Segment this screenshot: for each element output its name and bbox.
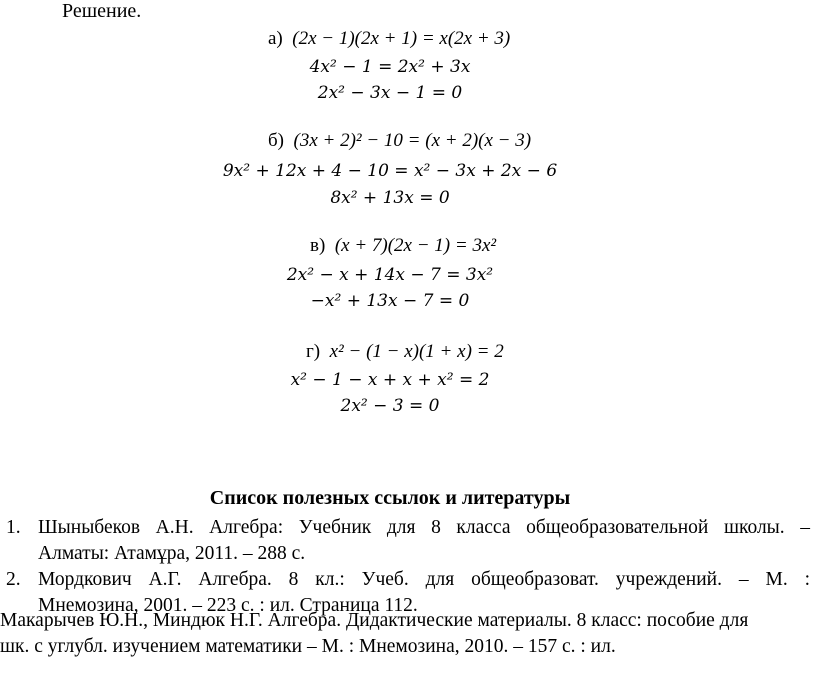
solution-step: 8x² + 13x = 0 (330, 188, 450, 208)
reference-line: Мнемозина, 2001. – 223 с. : ил. Страница 112. (38, 595, 418, 616)
equation-text: (3x + 2)² − 10 = (x + 2)(x − 3) (293, 130, 532, 151)
problem-label: а) (268, 28, 283, 49)
problem-label: г) (306, 341, 321, 362)
solution-step: x² − 1 − x + x + x² = 2 (290, 370, 490, 390)
reference-number: 1. (6, 517, 21, 538)
problem-label: б) (268, 130, 284, 151)
problem-label: в) (310, 235, 326, 256)
solution-step: 4x² − 1 = 2x² + 3x (309, 57, 471, 77)
problem-equation (306, 341, 504, 363)
problem-equation (268, 130, 531, 152)
reference-extra-line: Макарычев Ю.Н., Миндюк Н.Г. Алгебра. Дидактические материалы. 8 класс: пособие для (0, 610, 749, 631)
problem-equation (310, 235, 496, 257)
references-heading: Список полезных ссылок и литературы (209, 487, 571, 509)
solution-step: 2x² − x + 14x − 7 = 3x² (286, 265, 494, 285)
reference-line: Алматы: Атамұра, 2011. – 288 с. (38, 543, 306, 564)
solution-step: 2x² − 3x − 1 = 0 (317, 83, 463, 103)
solution-step: 9x² + 12x + 4 − 10 = x² − 3x + 2x − 6 (222, 161, 558, 181)
equation-text: x² − (1 − x)(1 + x) = 2 (329, 341, 504, 362)
page-title: Решение. (62, 0, 142, 22)
equation-text: (x + 7)(2x − 1) = 3x² (334, 235, 497, 256)
reference-line: Мордкович А.Г. Алгебра. 8 кл.: Учеб. для общеобразоват. учреждений. – М. : (38, 569, 810, 590)
solution-step: −x² + 13x − 7 = 0 (310, 291, 470, 311)
problem-equation (268, 28, 510, 50)
reference-extra-line: шк. с углубл. изучением математики – М. : Мнемозина, 2010. – 157 с. : ил. (0, 636, 616, 657)
reference-line: Шыныбеков А.Н. Алгебра: Учебник для 8 класса общеобразовательной школы. – (38, 517, 810, 538)
reference-number: 2. (6, 569, 21, 590)
reference-item (0, 515, 810, 567)
equation-text: (2x − 1)(2x + 1) = x(2x + 3) (292, 28, 511, 49)
solution-step: 2x² − 3 = 0 (340, 396, 440, 416)
